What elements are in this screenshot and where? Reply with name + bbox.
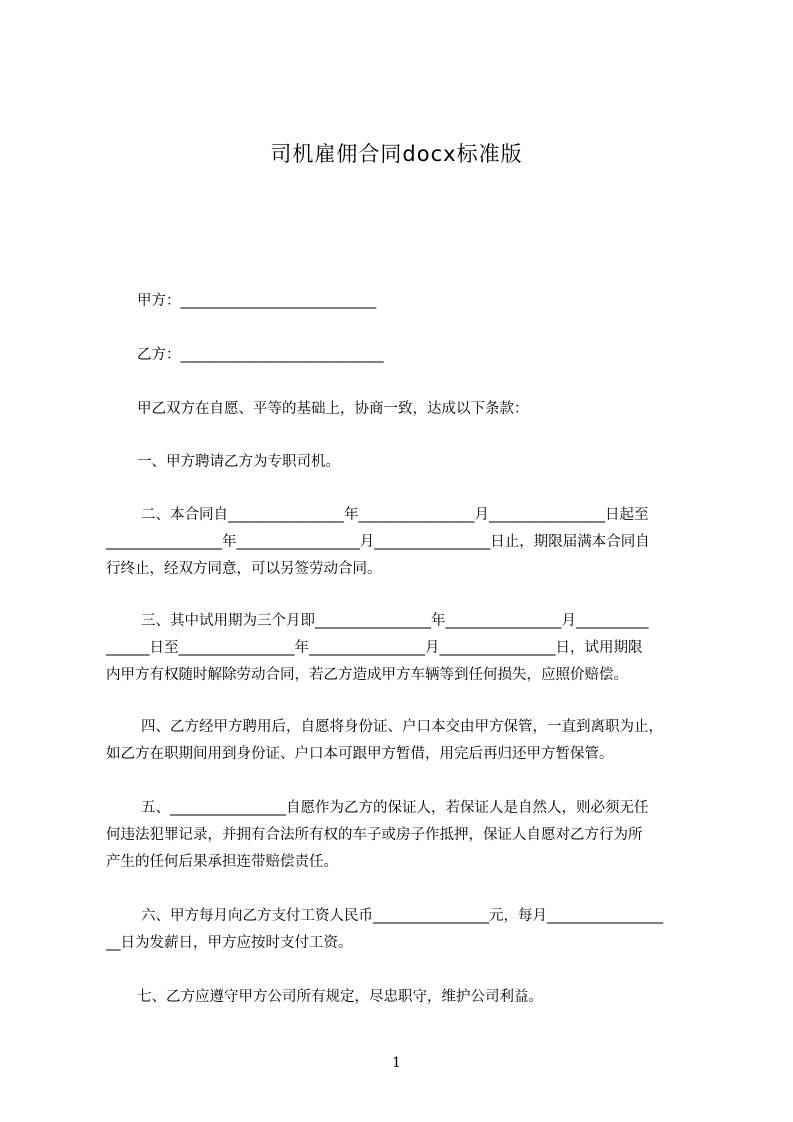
party-a-line: 甲方：___________________________	[137, 293, 377, 309]
clause-5-line-1: 五、________________自愿作为乙方的保证人，若保证人是自然人，则必须无任	[141, 800, 649, 816]
clause-3-line-2: ______日至________________年________________月________________日，试用期限	[106, 640, 643, 656]
clause-1: 一、甲方聘请乙方为专职司机。	[137, 454, 340, 470]
clause-3-line-3: 内甲方有权随时解除劳动合同，若乙方造成甲方车辆等到任何损失，应照价赔偿。	[106, 667, 628, 683]
document-title: 司机雇佣合同docx标准版	[270, 142, 523, 166]
clause-2-line-1: 二、本合同自________________年________________月________________日起至	[141, 507, 649, 523]
clause-2-line-3: 行终止，经双方同意，可以另签劳动合同。	[106, 561, 382, 577]
page-number: 1	[392, 1055, 401, 1071]
clause-4-line-2: 如乙方在职期间用到身份证、户口本可跟甲方暂借，用完后再归还甲方暂保管。	[106, 746, 614, 762]
clause-6-line-2: __日为发薪日，甲方应按时支付工资。	[106, 935, 353, 951]
clause-6-line-1: 六、甲方每月向乙方支付工资人民币________________元，每月________________	[141, 908, 663, 924]
clause-2-line-2: ________________年_________________月________________日止，期限届满本合同自	[106, 534, 650, 550]
clause-4-line-1: 四、乙方经甲方聘用后，自愿将身份证、户口本交由甲方保管，一直到离职为止，	[141, 719, 663, 735]
clause-5-line-2: 何违法犯罪记录，并拥有合法所有权的车子或房子作抵押，保证人自愿对乙方行为所	[106, 827, 643, 843]
clause-7: 七、乙方应遵守甲方公司所有规定，尽忠职守，维护公司利益。	[137, 989, 543, 1005]
intro-paragraph: 甲乙双方在自愿、平等的基础上，协商一致，达成以下条款：	[137, 401, 529, 417]
clause-5-line-3: 产生的任何后果承担连带赔偿责任。	[106, 854, 338, 870]
clause-3-line-1: 三、其中试用期为三个月即________________年________________月__________	[141, 613, 649, 629]
party-b-line: 乙方：____________________________	[137, 347, 384, 363]
